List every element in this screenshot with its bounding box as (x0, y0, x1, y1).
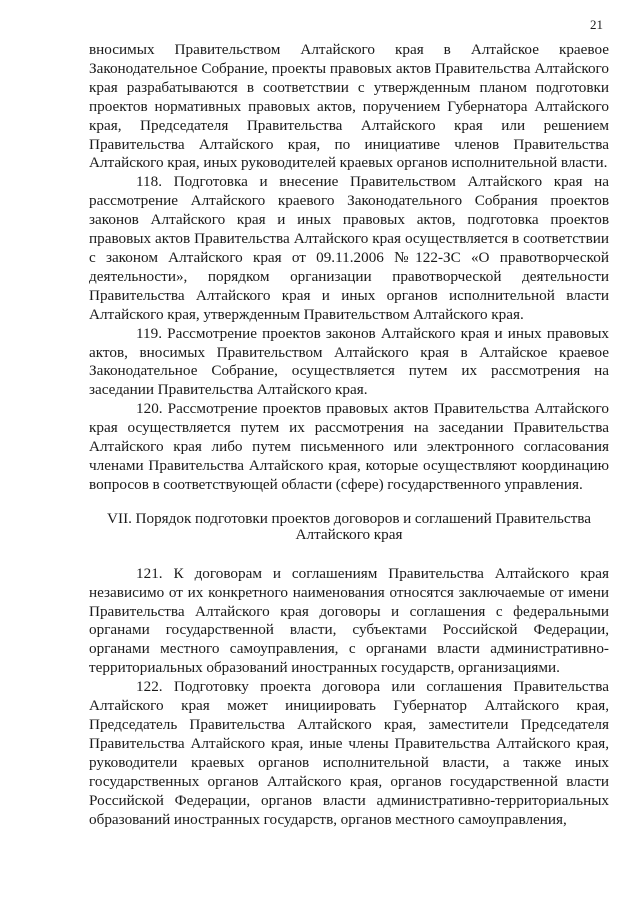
paragraph-119: 119. Рассмотрение проектов законов Алтайского края и иных правовых актов, вносимых Правительством Алтайского края в Алтайское краевое Законодательное Собрание, осуществляется путем их рассмотрения на заседании Правительства Алтайского края. (89, 324, 609, 399)
paragraph-continuation: вносимых Правительством Алтайского края в Алтайское краевое Законодательное Собрание, проекты правовых актов Правительства Алтайского края разрабатываются в соответствии с утвержденным планом подготовки проектов нормативных правовых актов, поручением Губернатора Алтайского края, Председателя Правительства Алтайского края или решением Правительства Алтайского края, по инициативе членов Правительства Алтайского края, иных руководителей краевых органов исполнительной власти. (89, 41, 609, 172)
paragraph-118: 118. Подготовка и внесение Правительством Алтайского края на рассмотрение Алтайского краевого Законодательного Собрания проектов законов Алтайского края и иных правовых актов, подготовка проектов правовых актов Правительства Алтайского края осуществляется в соответствии с законом Алтайского края от 09.11.2006 №122-ЗС «О правотворческой деятельности», порядком организации правотворческой деятельности Правительства Алтайского края и иных органов исполнительной власти Алтайского края, утвержденным Правительством Алтайского края. (89, 173, 609, 323)
section-heading: VII. Порядок подготовки проектов договоров и соглашений Правительства Алтайского края (107, 509, 591, 543)
paragraph-122: 122. Подготовку проекта договора или соглашения Правительства Алтайского края может инициировать Губернатор Алтайского края, Председатель Правительства Алтайского края, заместители Председателя Правительства Алтайского края, иные члены Правительства Алтайского края, руководители краевых органов исполнительной власти, а также иных государственных органов Алтайского края, органов государственной власти Российской Федерации, органов власти административно-территориальных образований иностранных государств, органов местного самоуправления, (89, 678, 609, 828)
paragraph-120: 120. Рассмотрение проектов правовых актов Правительства Алтайского края осуществляется путем их рассмотрения на заседании Правительства Алтайского края либо путем письменного или электронного согласования членами Правительства Алтайского края, которые осуществляют координацию вопросов в соответствующей области (сфере) государственного управления. (89, 400, 609, 493)
document-body (89, 41, 609, 829)
page-number: 21 (590, 17, 603, 32)
paragraph-121: 121. К договорам и соглашениям Правительства Алтайского края независимо от их конкретного наименования относятся заключаемые от имени Правительства Алтайского края договоры и соглашения с федеральными органами государственной власти, субъектами Российской Федерации, органами местного самоуправления, с органами власти административно-территориальных образований иностранных государств, организациями. (89, 564, 609, 677)
